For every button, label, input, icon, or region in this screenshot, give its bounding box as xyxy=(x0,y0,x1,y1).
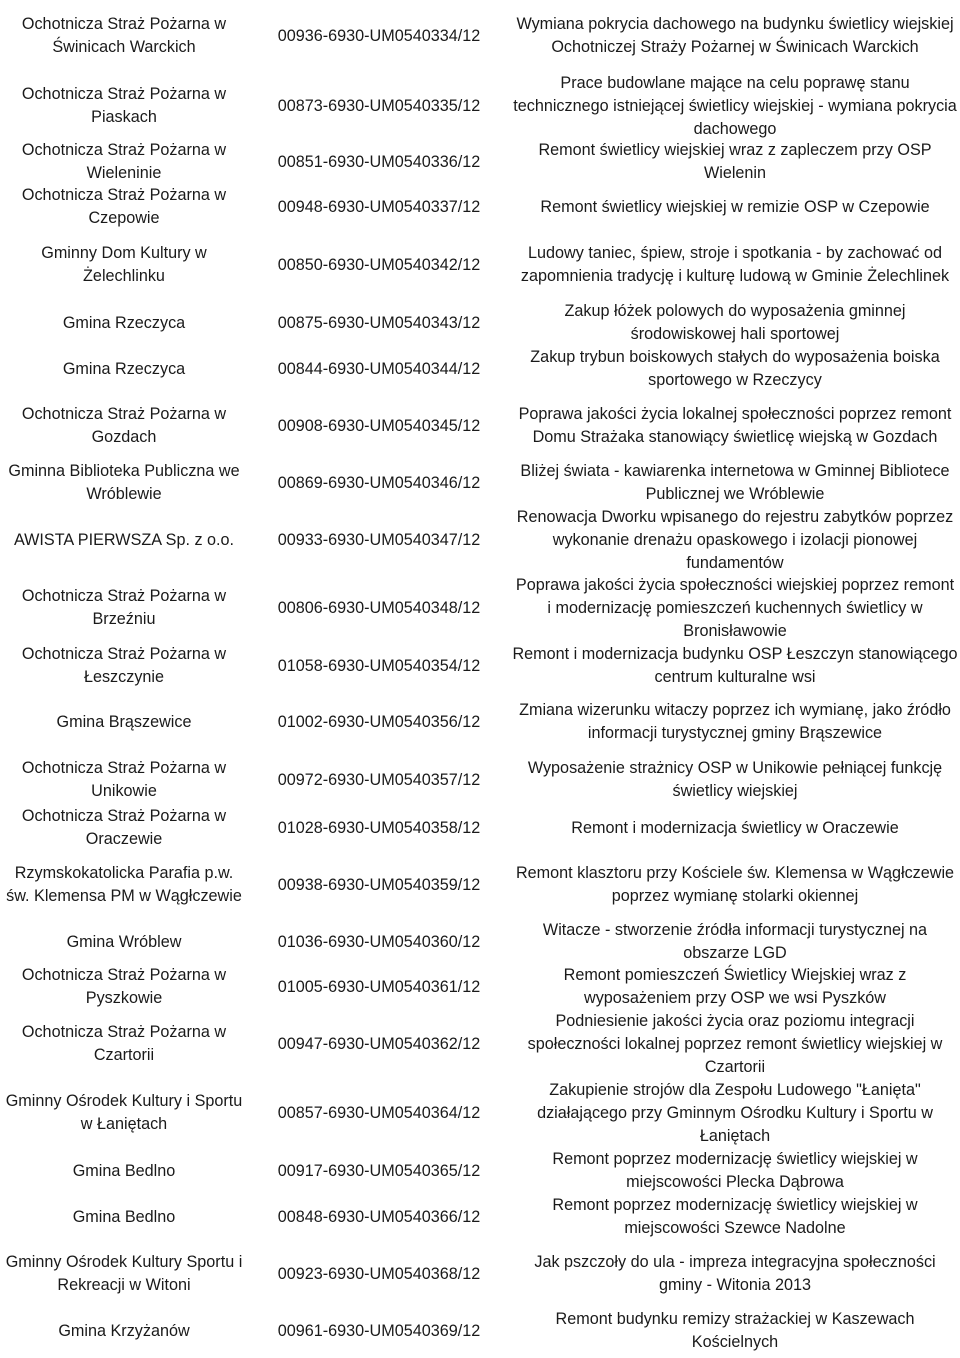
application-number: 00923-6930-UM0540368/12 xyxy=(277,1264,481,1283)
project-description: Wyposażenie strażnicy OSP w Unikowie pełniącej funkcję świetlicy wiejskiej xyxy=(527,759,943,800)
table-row xyxy=(0,1148,960,1194)
application-number: 00851-6930-UM0540336/12 xyxy=(277,152,481,171)
table-row xyxy=(0,754,960,806)
project-description: Renowacja Dworku wpisanego do rejestru zabytków poprzez wykonanie drenażu opaskowego i izolacji pionowej fundamentów xyxy=(516,507,954,572)
table-row xyxy=(0,72,960,140)
organization-name: Gmina Bedlno xyxy=(72,1161,176,1180)
application-number: 00961-6930-UM0540369/12 xyxy=(277,1321,481,1340)
application-number: 00850-6930-UM0540342/12 xyxy=(277,255,481,274)
table-row xyxy=(0,140,960,184)
organization-name: Ochotnicza Straż Pożarna w Piaskach xyxy=(21,85,227,126)
project-description: Remont świetlicy wiejskiej wraz z zapleczem przy OSP Wielenin xyxy=(538,141,932,182)
organization-name: AWISTA PIERWSZA Sp. z o.o. xyxy=(13,530,235,549)
project-description: Remont poprzez modernizację świetlicy wiejskiej w miejscowości Szewce Nadolne xyxy=(552,1196,918,1237)
organization-name: Gmina Rzeczyca xyxy=(62,313,186,332)
application-number: 00869-6930-UM0540346/12 xyxy=(277,473,481,492)
application-number: 00848-6930-UM0540366/12 xyxy=(277,1207,481,1226)
project-description: Remont poprzez modernizację świetlicy wiejskiej w miejscowości Plecka Dąbrowa xyxy=(552,1150,918,1191)
table-row xyxy=(0,642,960,690)
table-row xyxy=(0,690,960,754)
application-number: 00933-6930-UM0540347/12 xyxy=(277,530,481,549)
application-number: 01058-6930-UM0540354/12 xyxy=(277,656,481,675)
organization-name: Ochotnicza Straż Pożarna w Brzeźniu xyxy=(21,587,227,628)
project-description: Zakupienie strojów dla Zespołu Ludowego "Łanięta" działającego przy Gminnym Ośrodku Kultury i Sportu w Łaniętach xyxy=(537,1080,933,1145)
application-number: 00917-6930-UM0540365/12 xyxy=(277,1161,481,1180)
organization-name: Gmina Brąszewice xyxy=(56,712,192,731)
application-number: 00972-6930-UM0540357/12 xyxy=(277,770,481,789)
organization-name: Gmina Rzeczyca xyxy=(62,359,186,378)
application-number: 00873-6930-UM0540335/12 xyxy=(277,96,481,115)
organization-name: Ochotnicza Straż Pożarna w Czepowie xyxy=(21,186,227,227)
application-number: 01036-6930-UM0540360/12 xyxy=(277,932,481,951)
table-row xyxy=(0,1240,960,1308)
project-description: Remont budynku remizy strażackiej w Kaszewach Kościelnych xyxy=(555,1310,915,1351)
organization-name: Gmina Krzyżanów xyxy=(58,1321,190,1340)
project-description: Remont i modernizacja świetlicy w Oraczewie xyxy=(571,818,899,837)
table-row xyxy=(0,574,960,642)
project-description: Podniesienie jakości życia oraz poziomu integracji społeczności lokalnej poprzez remont świetlicy wiejskiej w Czartorii xyxy=(527,1011,943,1076)
organization-name: Gminny Dom Kultury w Żelechlinku xyxy=(41,244,207,285)
project-description: Prace budowlane mające na celu poprawę stanu technicznego istniejącej świetlicy wiejskiej - wymiana pokrycia dachowego xyxy=(513,73,957,138)
project-description: Remont i modernizacja budynku OSP Łeszczyn stanowiącego centrum kulturalne wsi xyxy=(512,645,958,686)
table-row xyxy=(0,184,960,230)
project-description: Zakup trybun boiskowych stałych do wyposażenia boiska sportowego w Rzeczycy xyxy=(530,348,940,389)
application-number: 00936-6930-UM0540334/12 xyxy=(277,26,481,45)
table-row xyxy=(0,1194,960,1240)
project-description: Remont świetlicy wiejskiej w remizie OSP w Czepowie xyxy=(540,197,930,216)
organization-name: Ochotnicza Straż Pożarna w Unikowie xyxy=(21,759,227,800)
table-row xyxy=(0,1308,960,1354)
organization-name: Ochotnicza Straż Pożarna w Wieleninie xyxy=(21,141,227,182)
organization-name: Rzymskokatolicka Parafia p.w. św. Klemensa PM w Wągłczewie xyxy=(6,864,242,905)
table-row xyxy=(0,1010,960,1078)
organization-name: Gmina Bedlno xyxy=(72,1207,176,1226)
project-description: Wymiana pokrycia dachowego na budynku świetlicy wiejskiej Ochotniczej Straży Pożarnej w Świnicach Warckich xyxy=(516,15,954,56)
organization-name: Gminny Ośrodek Kultury i Sportu w Łaniętach xyxy=(5,1092,243,1133)
table-row xyxy=(0,964,960,1010)
organization-name: Gminny Ośrodek Kultury Sportu i Rekreacji w Witoni xyxy=(5,1253,243,1294)
organization-name: Ochotnicza Straż Pożarna w Oraczewie xyxy=(21,807,227,848)
project-description: Zakup łóżek polowych do wyposażenia gminnej środowiskowej hali sportowej xyxy=(564,302,906,343)
application-number: 00947-6930-UM0540362/12 xyxy=(277,1034,481,1053)
application-number: 01005-6930-UM0540361/12 xyxy=(277,977,481,996)
application-number: 00806-6930-UM0540348/12 xyxy=(277,598,481,617)
project-description: Poprawa jakości życia lokalnej społeczności poprzez remont Domu Strażaka stanowiący świetlicę wiejską w Gozdach xyxy=(518,405,952,446)
project-description: Poprawa jakości życia społeczności wiejskiej poprzez remont i modernizację pomieszczeń kuchennych świetlicy w Bronisławowie xyxy=(515,575,955,640)
organization-name: Ochotnicza Straż Pożarna w Świnicach Warckich xyxy=(21,15,227,56)
application-number: 00857-6930-UM0540364/12 xyxy=(277,1103,481,1122)
table-row xyxy=(0,850,960,920)
project-description: Bliżej świata - kawiarenka internetowa w Gminnej Bibliotece Publicznej we Wróblewie xyxy=(520,462,950,503)
project-description: Zmiana wizerunku witaczy poprzez ich wymianę, jako źródło informacji turystycznej gminy Brąszewice xyxy=(519,701,951,742)
application-number: 00844-6930-UM0540344/12 xyxy=(277,359,481,378)
organization-name: Ochotnicza Straż Pożarna w Czartorii xyxy=(21,1023,227,1064)
application-number: 00908-6930-UM0540345/12 xyxy=(277,416,481,435)
table-row xyxy=(0,1078,960,1148)
table-row xyxy=(0,300,960,346)
table-row xyxy=(0,806,960,850)
table-row xyxy=(0,0,960,72)
table-row xyxy=(0,392,960,460)
organization-name: Ochotnicza Straż Pożarna w Pyszkowie xyxy=(21,966,227,1007)
project-description: Remont pomieszczeń Świetlicy Wiejskiej wraz z wyposażeniem przy OSP we wsi Pyszków xyxy=(563,966,907,1007)
project-description: Ludowy taniec, śpiew, stroje i spotkania - by zachować od zapomnienia tradycję i kulturę ludową w Gminie Żelechlinek xyxy=(520,244,950,285)
project-description: Remont klasztoru przy Kościele św. Klemensa w Wągłczewie poprzez wymianę stolarki okiennej xyxy=(515,864,955,905)
organization-name: Ochotnicza Straż Pożarna w Gozdach xyxy=(21,405,227,446)
application-number: 01028-6930-UM0540358/12 xyxy=(277,818,481,837)
table-row xyxy=(0,506,960,574)
organization-name: Gmina Wróblew xyxy=(66,932,182,951)
application-number: 00875-6930-UM0540343/12 xyxy=(277,313,481,332)
organization-name: Ochotnicza Straż Pożarna w Łeszczynie xyxy=(21,645,227,686)
application-number: 00938-6930-UM0540359/12 xyxy=(277,875,481,894)
table-row xyxy=(0,460,960,506)
application-number: 00948-6930-UM0540337/12 xyxy=(277,197,481,216)
table-row xyxy=(0,920,960,964)
project-description: Witacze - stworzenie źródła informacji turystycznej na obszarze LGD xyxy=(542,921,928,962)
organization-name: Gminna Biblioteka Publiczna we Wróblewie xyxy=(8,462,240,503)
table-row xyxy=(0,346,960,392)
application-number: 01002-6930-UM0540356/12 xyxy=(277,712,481,731)
table-row xyxy=(0,230,960,300)
project-description: Jak pszczoły do ula - impreza integracyjna społeczności gminy - Witonia 2013 xyxy=(534,1253,936,1294)
